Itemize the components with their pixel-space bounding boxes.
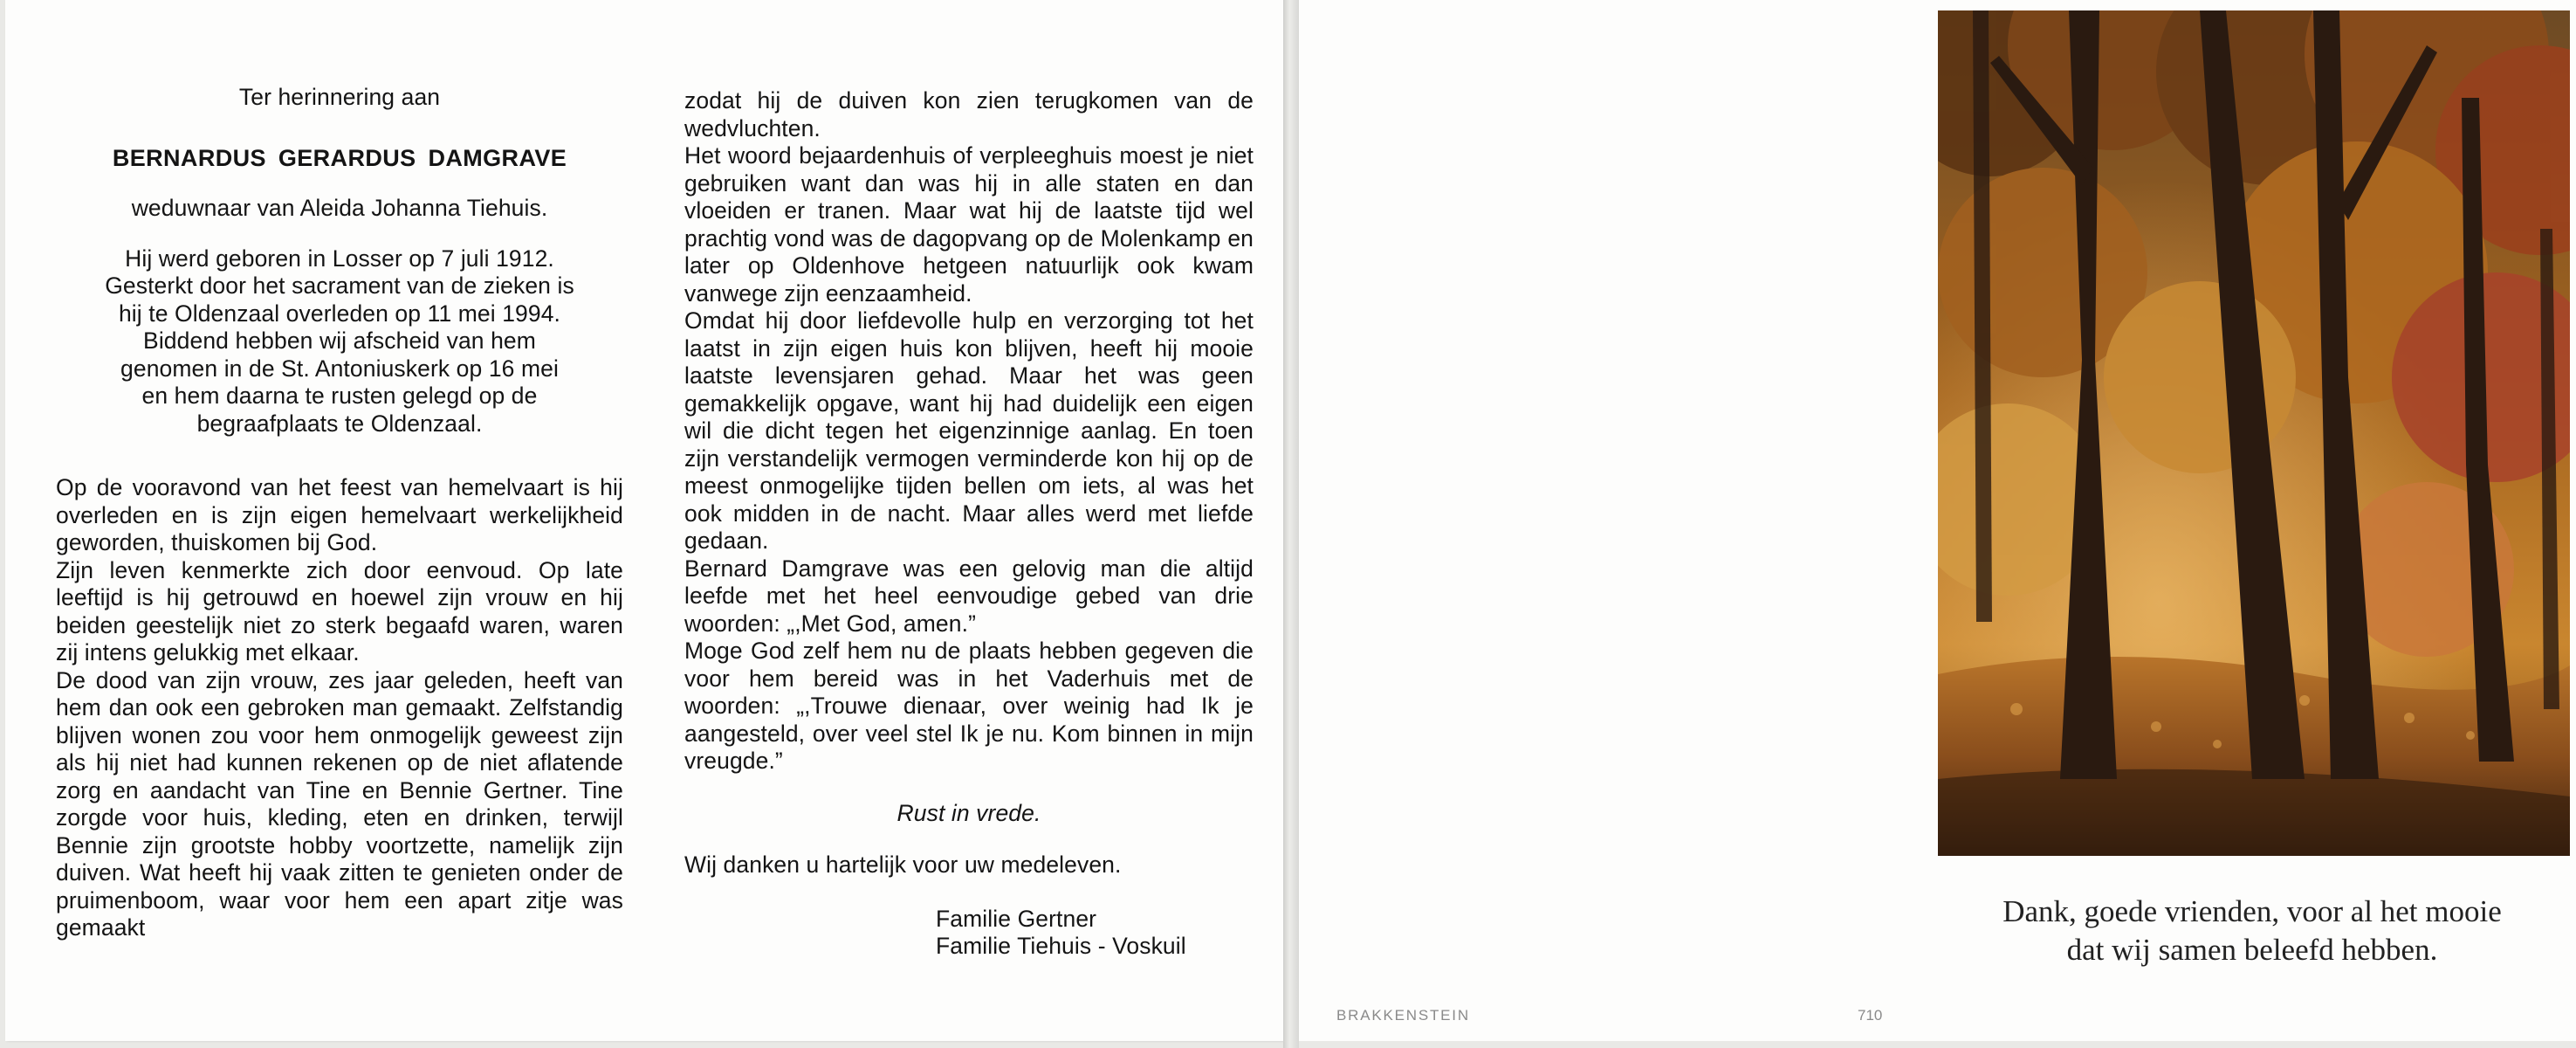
story-paragraph: Zijn leven kenmerkte zich door eenvoud. Op late leeftijd is hij getrouwd en hoewel zijn vrouw en hij beiden geestelijk niet zo sterk begaafd waren, waren zij intens gelukkig met elkaar. <box>56 556 623 665</box>
bio-line: Gesterkt door het sacrament van de zieken is <box>105 272 574 299</box>
bio-line: hij te Oldenzaal overleden op 11 mei 1994. <box>118 300 561 327</box>
caption-line: Dank, goede vrienden, voor al het mooie <box>2002 894 2502 928</box>
thanks-line: Wij danken u hartelijk voor uw medeleven. <box>684 852 1122 878</box>
rest-in-peace: Rust in vrede. <box>896 799 1041 826</box>
story-paragraph: Het woord bejaardenhuis of verpleeghuis moest je niet gebruiken want dan was hij in alle staten en dan vloeiden er tranen. Maar wat hij de laatste tijd wel prachtig vond was de dagopvang op de Molenkamp en later op Oldenhove hetgeen natuurlijk ook kwam vanwege zijn eenzaamheid. <box>684 142 1254 307</box>
card-code: 710 <box>1858 1007 1883 1024</box>
card-inner-left <box>5 0 1283 1041</box>
bio-line: genomen in de St. Antoniuskerk op 16 mei <box>120 355 559 382</box>
card-fold <box>1283 0 1299 1048</box>
story-paragraph: Op de vooravond van het feest van hemelvaart is hij overleden en is zijn eigen hemelvaart werkelijkheid geworden, thuiskomen bij God. <box>56 474 623 555</box>
widower-line: weduwnaar van Aleida Johanna Tiehuis. <box>131 195 548 221</box>
autumn-forest-photo <box>1938 10 2570 856</box>
intro-line: Ter herinnering aan <box>238 84 441 110</box>
bio-line: en hem daarna te rusten gelegd op de <box>141 383 538 409</box>
memorial-caption <box>1920 893 2576 969</box>
bio-line: Hij werd geboren in Losser op 7 juli 1912. <box>125 245 554 272</box>
story-paragraph: Omdat hij door liefdevolle hulp en verzorging tot het laatst in zijn eigen huis kon blijven, heeft hij mooie laatste levensjaren gehad. Maar het was geen gemakkelijk opgave, want hij had duidelijk een eigen wil die dicht tegen het eigenzinnige aanlag. En toen zijn verstandelijk vermogen verminderde kon hij op de meest onmogelijke tijden bellen om iets, al was het ook midden in de nacht. Maar alles werd met liefde gedaan. <box>684 307 1254 554</box>
family-signatures <box>936 906 1254 961</box>
bio-line: Biddend hebben wij afscheid van hem <box>143 328 536 354</box>
story-block <box>56 474 623 942</box>
story-paragraph: zodat hij de duiven kon zien terugkomen van de wedvluchten. <box>684 87 1254 141</box>
memorial-text-column-1 <box>56 84 623 942</box>
family-name: Familie Gertner <box>936 905 1097 932</box>
deceased-name: BERNARDUS GERARDUS DAMGRAVE <box>112 144 567 171</box>
story-paragraph: Moge God zelf hem nu de plaats hebben gegeven die voor hem bereid was in het Vaderhuis met de woorden: „,Trouwe dienaar, over weinig had Ik je aangesteld, over veel stel Ik je nu. Kom binnen in mijn vreugde.” <box>684 638 1254 774</box>
memorial-text-column-2 <box>684 87 1254 961</box>
story-paragraph: De dood van zijn vrouw, zes jaar geleden, heeft van hem dan ook een gebroken man gemaakt. Zelfstandig blijven wonen zou voor hem onmogelijk geweest zijn als hij niet had kunnen rekenen op de niet aflatende zorg en aandacht van Tine en Bennie Gertner. Tine zorgde voor huis, kleding, eten en drinken, terwijl Bennie zijn grootste hobby voortzette, namelijk zijn duiven. Wat heeft hij vaak zitten te genieten onder de pruimenboom, waar voor hem een apart zitje was gemaakt <box>56 666 623 941</box>
bio-line: begraafplaats te Oldenzaal. <box>196 410 483 437</box>
story-continued <box>684 87 1254 776</box>
family-name: Familie Tiehuis - Voskuil <box>936 933 1186 959</box>
story-paragraph: Bernard Damgrave was een gelovig man die altijd leefde met het heel eenvoudige gebed van drie woorden: „,Met God, amen.” <box>684 555 1254 637</box>
caption-line: dat wij samen beleefd hebben. <box>2066 933 2438 967</box>
publisher-imprint: BRAKKENSTEIN <box>1336 1007 1470 1024</box>
bio-block <box>56 245 623 438</box>
